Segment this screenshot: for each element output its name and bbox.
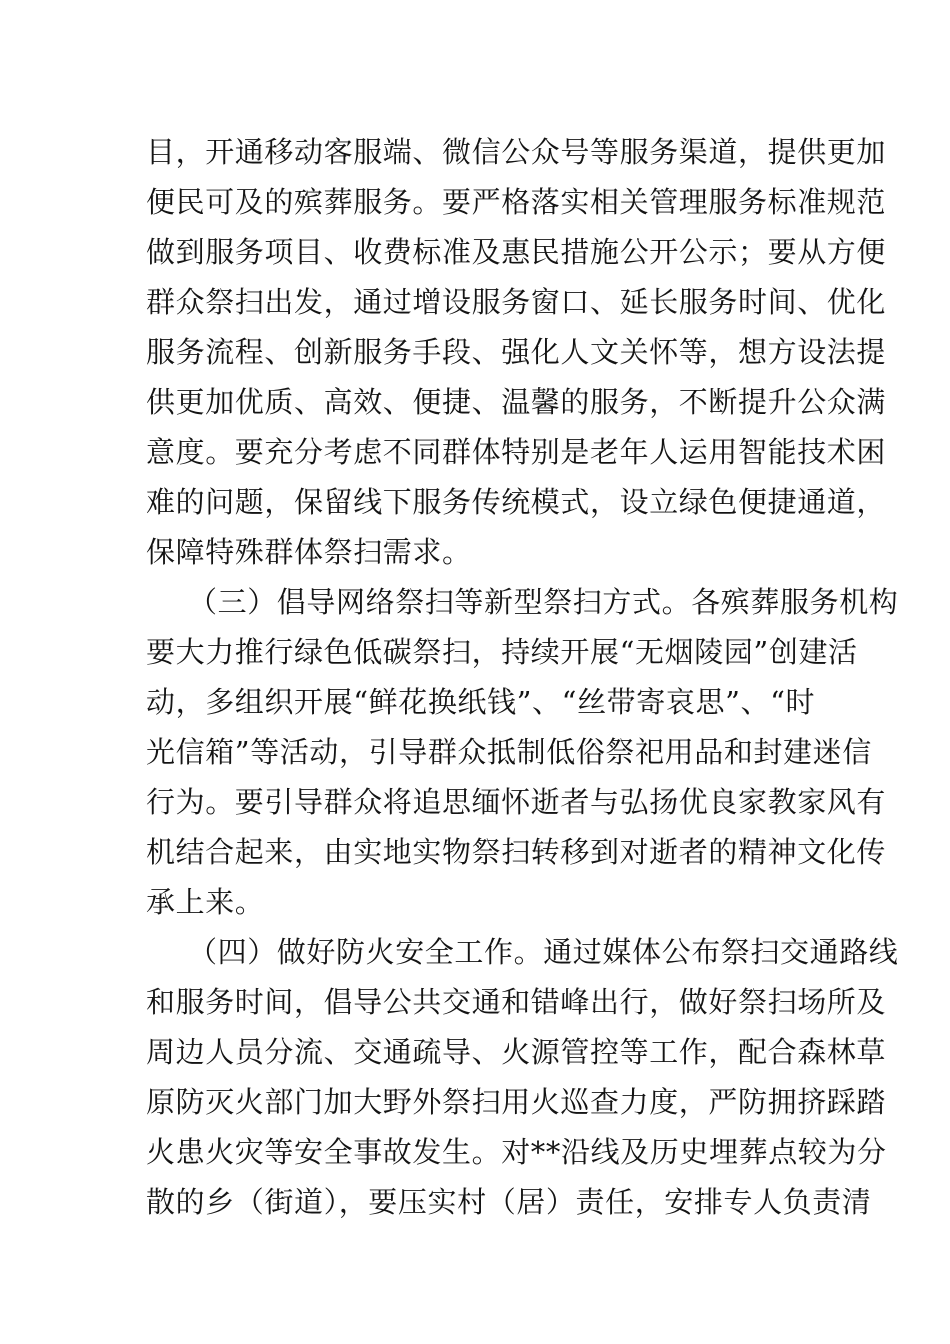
text-line: 行为。要引导群众将追思缅怀逝者与弘扬优良家教家风有 [146,785,887,819]
text-line: 目，开通移动客服端、微信公众号等服务渠道，提供更加 [146,135,887,169]
text-line: 光信箱”等活动，引导群众抵制低俗祭祀用品和封建迷信 [146,735,872,769]
text-line: 承上来。 [146,885,265,919]
text-line: 散的乡（街道），要压实村（居）责任，安排专人负责清 [146,1185,872,1219]
text-line: 原防灭火部门加大野外祭扫用火巡查力度，严防拥挤踩踏 [146,1085,887,1119]
text-line: 保障特殊群体祭扫需求。 [146,535,472,569]
text-line: 群众祭扫出发，通过增设服务窗口、延长服务时间、优化 [146,285,887,319]
text-line: 服务流程、创新服务手段、强化人文关怀等，想方设法提 [146,335,887,369]
text-line: 供更加优质、高效、便捷、温馨的服务，不断提升公众满 [146,385,887,419]
text-line: 意度。要充分考虑不同群体特别是老年人运用智能技术困 [146,435,887,469]
text-line: 难的问题，保留线下服务传统模式，设立绿色便捷通道， [146,485,887,519]
text-line: 火患火灾等安全事故发生。对**沿线及历史埋葬点较为分 [146,1135,887,1169]
section-heading-line: （三）倡导网络祭扫等新型祭扫方式。各殡葬服务机构 [188,585,899,619]
text-line: 和服务时间，倡导公共交通和错峰出行，做好祭扫场所及 [146,985,887,1019]
text-line: 机结合起来，由实地实物祭扫转移到对逝者的精神文化传 [146,835,887,869]
text-line: 做到服务项目、收费标准及惠民措施公开公示；要从方便 [146,235,887,269]
text-line: 要大力推行绿色低碳祭扫，持续开展“无烟陵园”创建活 [146,635,858,669]
section-heading-line: （四）做好防火安全工作。通过媒体公布祭扫交通路线 [188,935,899,969]
text-line: 动，多组织开展“鲜花换纸钱”、“丝带寄哀思”、“时 [146,685,816,719]
text-line: 便民可及的殡葬服务。要严格落实相关管理服务标准规范 [146,185,887,219]
text-line: 周边人员分流、交通疏导、火源管控等工作，配合森林草 [146,1035,887,1069]
